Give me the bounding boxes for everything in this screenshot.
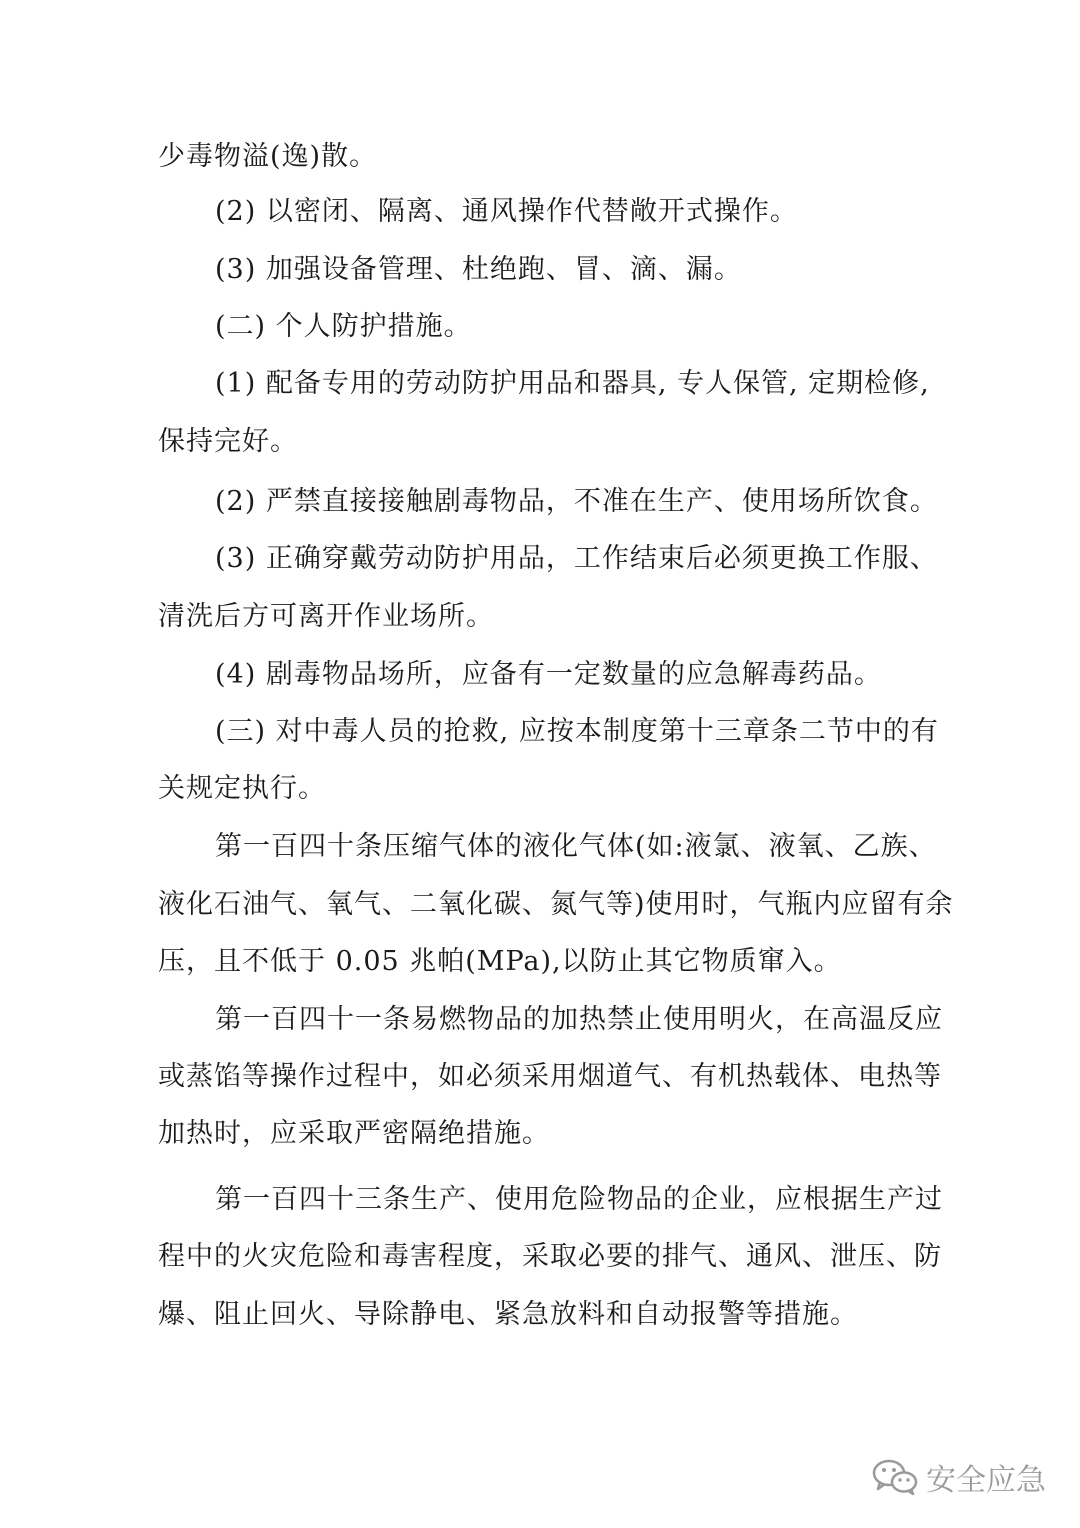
text-line: 爆、阻止回火、导除静电、紧急放料和自动报警等措施。: [158, 1299, 858, 1330]
text-line: (2) 严禁直接接触剧毒物品，不准在生产、使用场所饮食。: [215, 486, 938, 517]
text-line: 程中的火灾危险和毒害程度，采取必要的排气、通风、泄压、防: [158, 1241, 942, 1272]
wechat-icon: [872, 1458, 918, 1496]
watermark: [872, 1452, 1046, 1502]
text-line: (三) 对中毒人员的抢救, 应按本制度第十三章条二节中的有: [215, 716, 939, 747]
text-line: 或蒸馅等操作过程中，如必须采用烟道气、有机热载体、电热等: [158, 1061, 942, 1092]
text-line: 清洗后方可离开作业场所。: [158, 601, 494, 632]
text-line: 少毒物溢(逸)散。: [158, 141, 378, 172]
text-line: (二) 个人防护措施。: [215, 311, 472, 342]
text-line: (2) 以密闭、隔离、通风操作代替敞开式操作。: [215, 196, 798, 227]
text-line: 第一百四十一条易燃物品的加热禁止使用明火，在高温反应: [215, 1004, 943, 1035]
text-line: (3) 正确穿戴劳动防护用品，工作结束后必须更换工作服、: [215, 543, 938, 574]
text-line: (3) 加强设备管理、杜绝跑、冒、滴、漏。: [215, 254, 742, 285]
text-line: (4) 剧毒物品场所，应备有一定数量的应急解毒药品。: [215, 659, 882, 690]
text-line: 液化石油气、氧气、二氧化碳、氮气等)使用时，气瓶内应留有余: [158, 889, 954, 920]
text-line: (1) 配备专用的劳动防护用品和器具, 专人保管, 定期检修,: [215, 368, 930, 399]
text-line: 第一百四十条压缩气体的液化气体(如:液氯、液氧、乙族、: [215, 831, 937, 862]
text-line: 加热时，应采取严密隔绝措施。: [158, 1118, 550, 1149]
watermark-text: 安全应急: [926, 1463, 1046, 1498]
text-line: 压，且不低于 0.05 兆帕(MPa),以防止其它物质窜入。: [158, 946, 842, 977]
text-line: 第一百四十三条生产、使用危险物品的企业，应根据生产过: [215, 1184, 943, 1215]
text-line: 保持完好。: [158, 426, 298, 457]
text-line: 关规定执行。: [158, 773, 326, 804]
